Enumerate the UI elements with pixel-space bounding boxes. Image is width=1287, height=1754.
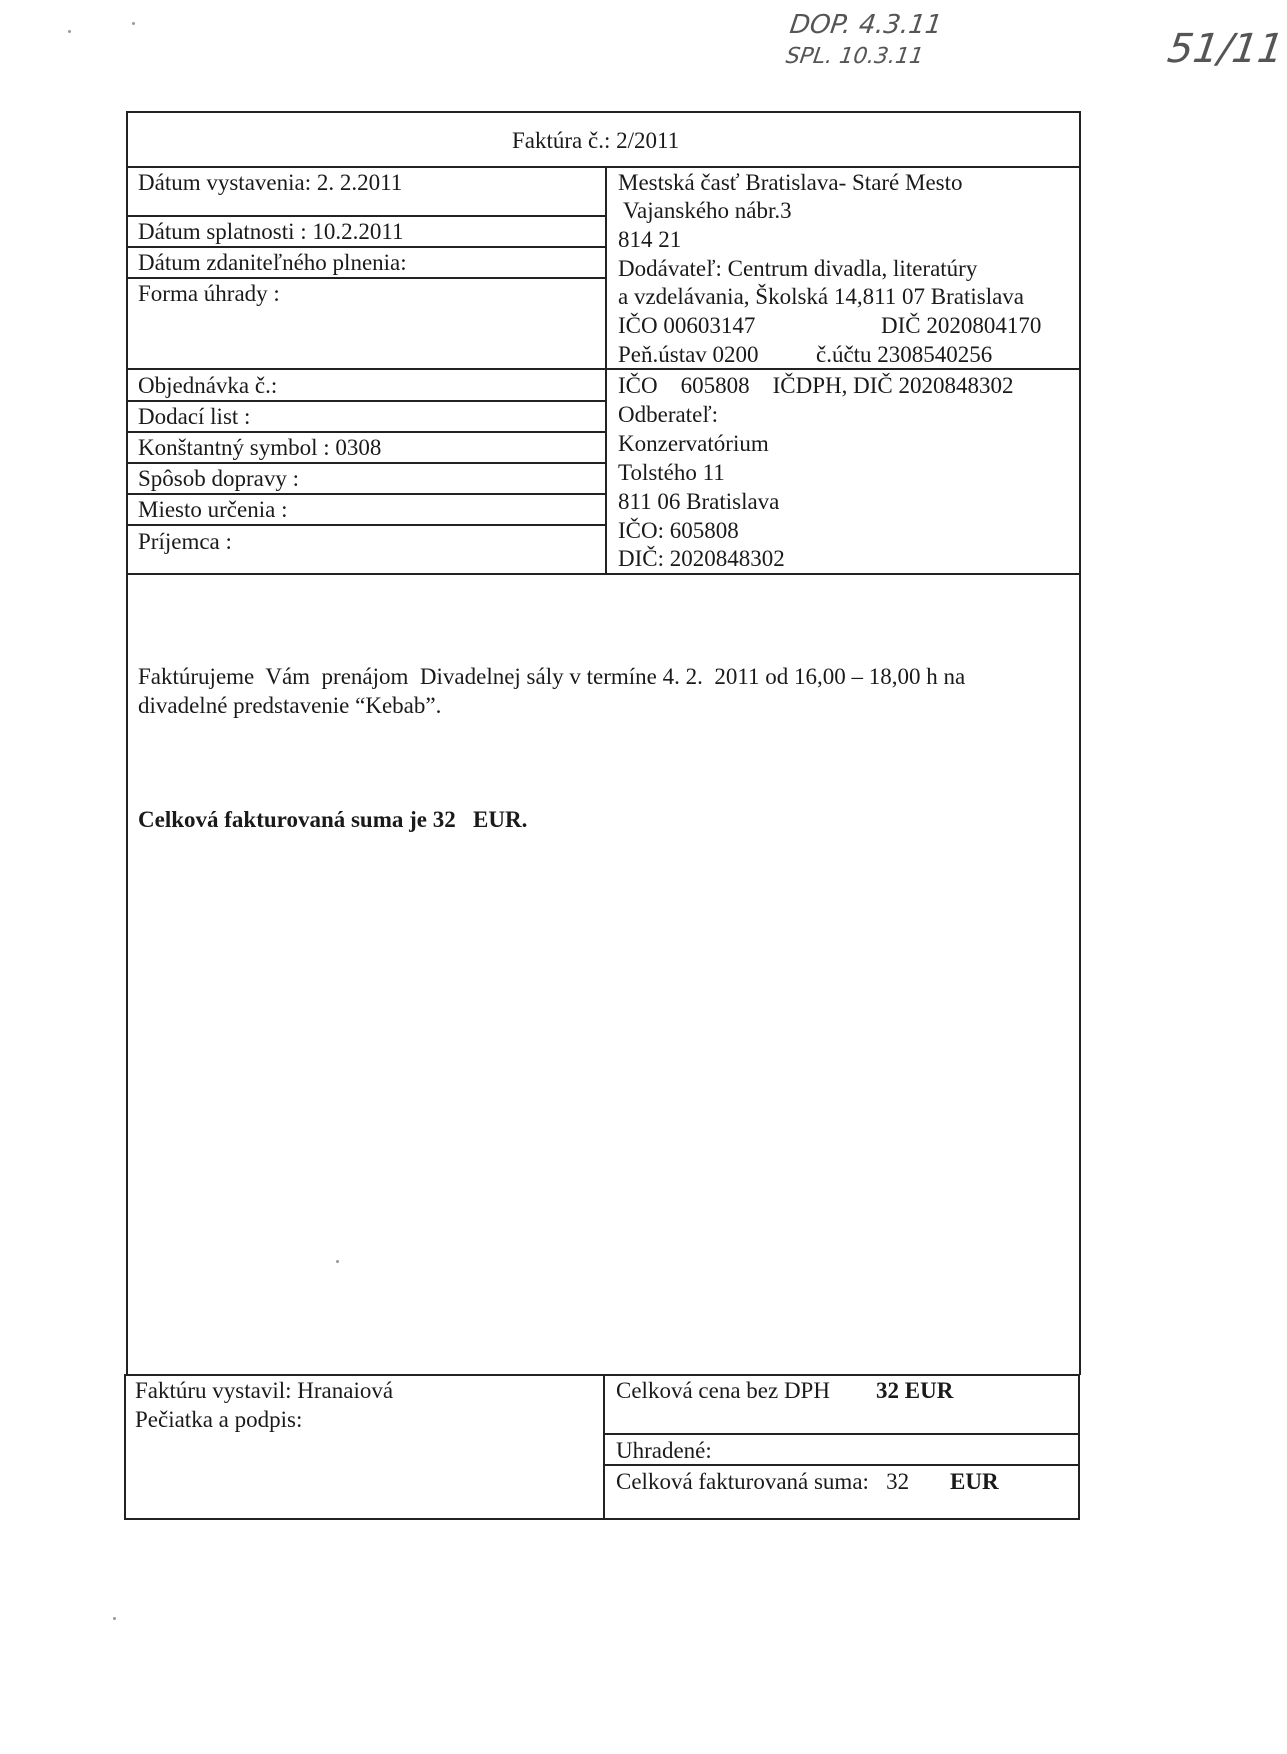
due-date-field: Dátum splatnosti : 10.2.2011 [138, 219, 404, 244]
supplier-ico: IČO 00603147 [618, 313, 756, 338]
supplier-line-3: 814 21 [618, 227, 682, 252]
supplier-bank: Peň.ústav 0200 [618, 342, 759, 367]
supplier-line-4: Dodávateľ: Centrum divadla, literatúry [618, 256, 978, 281]
supplier-line-1: Mestská časť Bratislava- Staré Mesto [618, 170, 963, 195]
supplier-line-5: a vzdelávania, Školská 14,811 07 Bratislava [618, 284, 1025, 309]
invoice-description-line-2: divadelné predstavenie “Kebab”. [138, 693, 442, 718]
supplier-dic: DIČ 2020804170 [881, 313, 1042, 338]
footer-column-divider [603, 1374, 605, 1519]
stamp-signature-label: Pečiatka a podpis: [135, 1407, 303, 1432]
constant-symbol-field: Konštantný symbol : 0308 [138, 435, 382, 460]
body-left-border [126, 575, 128, 1375]
customer-dic: DIČ: 2020848302 [618, 546, 785, 571]
customer-label: Odberateľ: [618, 402, 719, 427]
customer-street: Tolstého 11 [618, 460, 725, 485]
issued-by: Faktúru vystavil: Hranaiová [135, 1378, 394, 1403]
paid-label: Uhradené: [616, 1438, 712, 1463]
body-right-border [1079, 575, 1081, 1375]
invoice-total-sentence: Celková fakturovaná suma je 32 EUR. [138, 807, 528, 832]
customer-ico: IČO: 605808 [618, 518, 739, 543]
total-invoiced-currency: EUR [950, 1469, 999, 1494]
order-number-field: Objednávka č.: [138, 373, 278, 398]
invoice-description-line-1: Faktúrujeme Vám prenájom Divadelnej sály v termíne 4. 2. 2011 od 16,00 – 18,00 h na [138, 664, 966, 689]
scan-speck [113, 1617, 116, 1620]
footer-left-border [124, 1374, 126, 1519]
payment-form-field: Forma úhrady : [138, 281, 280, 306]
price-without-vat-value: 32 EUR [876, 1378, 954, 1403]
row-line [126, 524, 606, 526]
column-divider [605, 166, 607, 575]
delivery-note-field: Dodací list : [138, 404, 251, 429]
footer-bottom-line [124, 1518, 1080, 1520]
customer-city: 811 06 Bratislava [618, 489, 780, 514]
supplier-account: č.účtu 2308540256 [816, 342, 993, 367]
destination-field: Miesto určenia : [138, 497, 288, 522]
issue-date-field: Dátum vystavenia: 2. 2.2011 [138, 170, 403, 195]
total-invoiced-label: Celková fakturovaná suma: 32 [616, 1469, 910, 1494]
handwritten-posted-date: SPL. 10.3.11 [784, 44, 926, 69]
scan-speck [336, 1260, 339, 1263]
invoice-title: Faktúra č.: 2/2011 [512, 128, 680, 153]
transport-field: Spôsob dopravy : [138, 466, 299, 491]
scan-speck [132, 22, 135, 25]
recipient-field: Príjemca : [138, 529, 232, 554]
scan-speck [68, 30, 71, 33]
footer-row-line [603, 1433, 1079, 1435]
customer-ids: IČO 605808 IČDPH, DIČ 2020848302 [618, 373, 1014, 398]
customer-name: Konzervatórium [618, 431, 769, 456]
footer-right-border [1078, 1374, 1080, 1519]
handwritten-page-number: 51/11 [1164, 26, 1287, 72]
handwritten-received-date: DOP. 4.3.11 [787, 10, 944, 40]
tax-date-field: Dátum zdaniteľného plnenia: [138, 250, 407, 275]
supplier-line-2: Vajanského nábr.3 [623, 198, 792, 223]
price-without-vat-label: Celková cena bez DPH [616, 1378, 830, 1403]
